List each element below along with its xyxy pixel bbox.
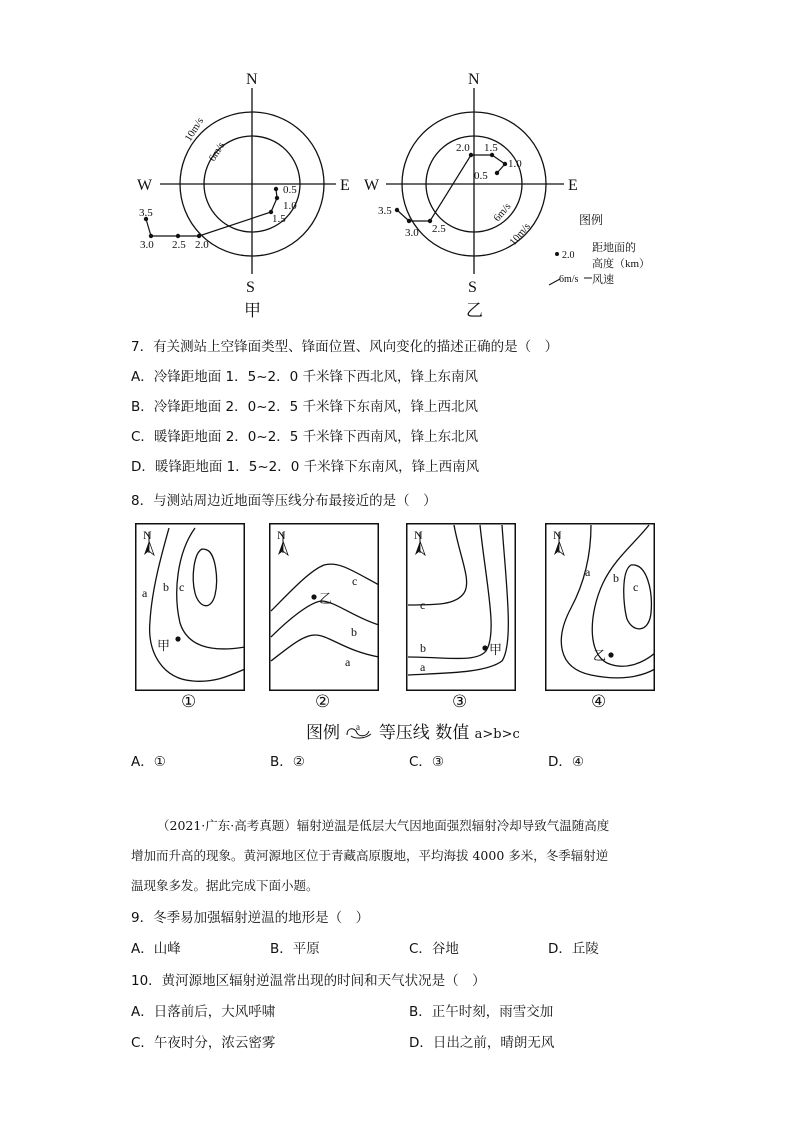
point-0.5-yi: [495, 171, 499, 175]
q8-option-b[interactable]: B．②: [270, 754, 305, 770]
legend-dot-desc-1: 距地面的: [592, 242, 636, 254]
point-1.0-jia: [275, 196, 279, 200]
q10-option-d[interactable]: D．日出之前，晴朗无风: [409, 1035, 555, 1051]
q8-stem: 8．与测站周边近地面等压线分布最接近的是（ ）: [131, 493, 437, 509]
north-label: N: [277, 528, 286, 542]
map-number-2: ②: [315, 692, 331, 712]
label-1.5-jia: 1.5: [272, 213, 286, 225]
passage-line-2: 增加而升高的现象。黄河源地区位于青藏高原腹地，平均海拔 4000 多米，冬季辐射逆: [131, 848, 609, 863]
q10-option-a[interactable]: A．日落前后，大风呼啸: [131, 1004, 276, 1020]
station-label: 甲: [157, 639, 171, 654]
label-2.0-yi: 2.0: [456, 142, 470, 154]
ring-label-10ms-jia: 10m/s: [183, 115, 207, 144]
passage-line-3: 温现象多发。据此完成下面小题。: [131, 878, 319, 893]
svg-text:a: a: [356, 722, 361, 732]
wind-hodograph-yi: [397, 155, 505, 221]
compass-w-jia: W: [137, 177, 153, 194]
caption-yi: 乙: [466, 301, 483, 321]
ring-label-6ms-yi: 6m/s: [491, 201, 514, 224]
station-dot: [482, 645, 487, 650]
label-2.5-yi: 2.5: [432, 223, 446, 235]
isobar-a: [271, 635, 379, 661]
legend-dot: [555, 252, 559, 256]
isobar-label-b: b: [613, 571, 619, 585]
north-arrow-icon: [278, 541, 283, 555]
isobar-map-1: [135, 523, 245, 691]
q9-option-a[interactable]: A．山峰: [131, 941, 181, 957]
q9-option-c[interactable]: C．谷地: [409, 941, 459, 957]
point-2.0-jia: [197, 234, 201, 238]
legend-dot-desc-2: 高度（km）: [592, 258, 651, 270]
isobar-map-2: [269, 523, 379, 691]
isobar-label-c: c: [179, 580, 185, 594]
map-number-1: ①: [181, 692, 197, 712]
label-1.5-yi: 1.5: [484, 142, 498, 154]
isobar-c: [624, 565, 652, 629]
legend-dot-value: 2.0: [562, 250, 575, 261]
isobar-label-b: b: [163, 580, 169, 594]
legend-relation: a>b>c: [474, 727, 520, 742]
label-0.5-yi: 0.5: [474, 170, 488, 182]
point-0.5-jia: [274, 187, 278, 191]
q8-option-d[interactable]: D．④: [548, 754, 584, 770]
isobar-map-3: [406, 523, 516, 691]
isobar-legend: [306, 718, 520, 743]
q7-stem: 7．有关测站上空锋面类型、锋面位置、风向变化的描述正确的是（ ）: [131, 339, 559, 355]
label-3.5-jia: 3.5: [139, 207, 153, 219]
label-2.0-jia: 2.0: [195, 239, 209, 251]
north-label: N: [143, 528, 152, 542]
height-points-jia: [144, 187, 279, 238]
point-3.0-yi: [407, 219, 411, 223]
ring-label-10ms-yi: 10m/s: [507, 221, 533, 248]
isobar-label-a: a: [585, 565, 591, 579]
label-3.5-yi: 3.5: [378, 205, 392, 217]
q9-option-d[interactable]: D．丘陵: [548, 941, 599, 957]
north-label: N: [414, 528, 423, 542]
q9-stem: 9．冬季易加强辐射逆温的地形是（ ）: [131, 910, 370, 926]
label-1.0-jia: 1.0: [283, 200, 297, 212]
isobar-label-a: a: [420, 660, 426, 674]
isobar-label-c: c: [633, 580, 639, 594]
q8-option-a[interactable]: A．①: [131, 754, 166, 770]
north-arrow-icon: [144, 541, 149, 555]
point-1.0-yi: [503, 162, 507, 166]
point-2.5-jia: [176, 234, 180, 238]
station-dot: [175, 636, 180, 641]
isobar-b: [177, 528, 245, 649]
label-1.0-yi: 1.0: [508, 158, 522, 170]
map-number-3: ③: [452, 692, 468, 712]
isobar-a: [150, 528, 245, 681]
compass-n-jia: N: [246, 71, 258, 88]
point-3.5-yi: [395, 208, 399, 212]
q10-stem: 10．黄河源地区辐射逆温常出现的时间和天气状况是（ ）: [131, 973, 486, 989]
point-3.0-jia: [149, 234, 153, 238]
legend-title: 图例: [306, 723, 340, 743]
station-label: 乙: [319, 592, 333, 607]
isobar-label-c: c: [352, 574, 358, 588]
north-label: N: [553, 528, 562, 542]
isobar-label-a: a: [142, 586, 148, 600]
isobar-c: [193, 549, 216, 606]
north-arrow-icon: [554, 541, 559, 555]
isobar-label-b: b: [351, 625, 357, 639]
caption-jia: 甲: [244, 301, 261, 321]
q7-option-b[interactable]: B．冷锋距地面 2．0~2．5 千米锋下东南风，锋上西北风: [131, 399, 479, 415]
passage: [131, 811, 701, 901]
legend-title: 图例: [579, 213, 604, 227]
legend-line-value: 6m/s: [559, 274, 579, 285]
q8-option-c[interactable]: C．③: [409, 754, 445, 770]
compass-s-jia: S: [246, 279, 255, 296]
compass-n-yi: N: [468, 71, 480, 88]
passage-line-1: （2021·广东·高考真题）辐射逆温是低层大气因地面强烈辐射冷却导致气温随高度: [157, 818, 610, 833]
label-2.5-jia: 2.5: [172, 239, 186, 251]
map-number-4: ④: [591, 692, 607, 712]
isobar-label-c: c: [420, 598, 426, 612]
isobar-map-4: [545, 523, 655, 691]
label-0.5-jia: 0.5: [283, 184, 297, 196]
isobar-label-b: b: [420, 641, 426, 655]
wind-profile-figure: [120, 60, 680, 325]
ring-label-6ms-jia: 6m/s: [207, 140, 228, 164]
wind-hodograph-jia: [146, 189, 277, 236]
q10-option-b[interactable]: B．正午时刻，雨雪交加: [409, 1004, 554, 1020]
isobar-a: [561, 525, 655, 678]
q10-option-c[interactable]: C．午夜时分，浓云密雾: [131, 1035, 276, 1051]
q7-option-a[interactable]: A．冷锋距地面 1．5~2．0 千米锋下西北风，锋上东南风: [131, 369, 478, 385]
compass-e-jia: E: [340, 177, 350, 194]
station-dot: [608, 652, 613, 657]
compass-e-yi: E: [568, 177, 578, 194]
station-label: 乙: [593, 649, 607, 664]
compass-s-yi: S: [468, 279, 477, 296]
wind-legend: [549, 212, 650, 286]
label-3.0-yi: 3.0: [405, 227, 419, 239]
station-dot: [311, 594, 316, 599]
legend-text: 等压线 数值: [378, 723, 470, 743]
q7-option-d[interactable]: D．暖锋距地面 1．5~2．0 千米锋下东南风，锋上西南风: [131, 459, 480, 475]
q7-option-c[interactable]: C．暖锋距地面 2．0~2．5 千米锋下西南风，锋上东北风: [131, 429, 479, 445]
isobar-symbol-icon: [345, 721, 373, 741]
station-label: 甲: [489, 643, 503, 658]
north-arrow-icon: [415, 541, 420, 555]
isobar-label-a: a: [345, 655, 351, 669]
legend-line-desc: 风速: [592, 274, 614, 286]
label-3.0-jia: 3.0: [140, 239, 154, 251]
compass-w-yi: W: [364, 177, 380, 194]
q9-option-b[interactable]: B．平原: [270, 941, 320, 957]
